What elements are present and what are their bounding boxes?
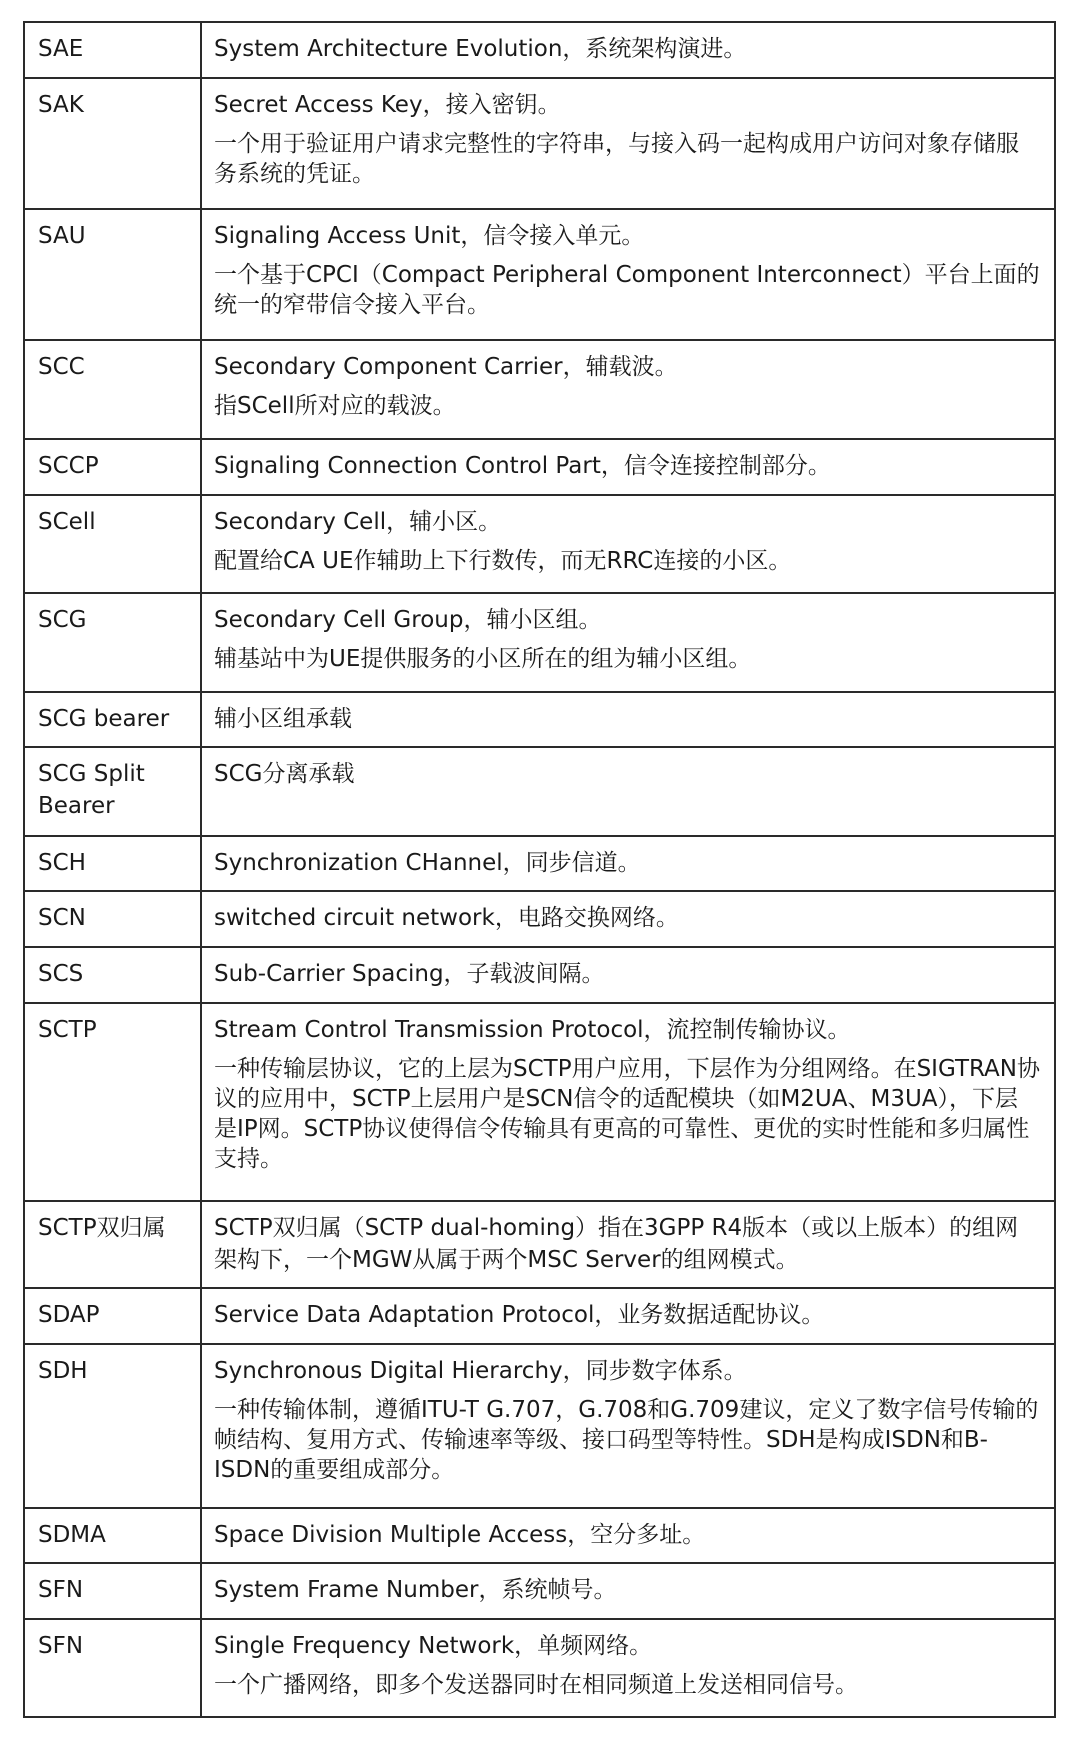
glossary-row bbox=[24, 593, 1055, 692]
definition-cell bbox=[201, 1563, 1055, 1619]
term-cell bbox=[24, 1003, 201, 1201]
definition-title: Synchronous Digital Hierarchy，同步数字体系。 bbox=[214, 1358, 747, 1384]
glossary-row bbox=[24, 747, 1055, 836]
definition-title: switched circuit network，电路交换网络。 bbox=[214, 905, 679, 931]
definition-cell bbox=[201, 1344, 1055, 1508]
term-text: SDAP bbox=[38, 1302, 100, 1328]
definition-title: Sub-Carrier Spacing，子载波间隔。 bbox=[214, 961, 605, 987]
term-text: SCN bbox=[38, 905, 86, 931]
definition-title: System Frame Number，系统帧号。 bbox=[214, 1577, 617, 1603]
term-text: SCS bbox=[38, 961, 84, 987]
term-text: SCG Split Bearer bbox=[38, 761, 145, 819]
definition-cell bbox=[201, 692, 1055, 747]
definition-description: 辅基站中为UE提供服务的小区所在的组为辅小区组。 bbox=[214, 646, 752, 672]
glossary-row bbox=[24, 22, 1055, 78]
term-cell bbox=[24, 593, 201, 692]
term-cell bbox=[24, 836, 201, 891]
definition-cell bbox=[201, 1003, 1055, 1201]
definition-cell bbox=[201, 495, 1055, 593]
definition-description: 一种传输体制，遵循ITU-T G.707，G.708和G.709建议，定义了数字信号传输的帧结构、复用方式、传输速率等级、接口码型等特性。SDH是构成ISDN和B-ISDN的重要组成部分。 bbox=[214, 1397, 1039, 1483]
term-cell bbox=[24, 78, 201, 209]
term-cell bbox=[24, 209, 201, 340]
definition-title: Secondary Cell Group，辅小区组。 bbox=[214, 607, 602, 633]
term-text: SCTP bbox=[38, 1017, 97, 1043]
definition-cell bbox=[201, 747, 1055, 836]
term-text: SCCP bbox=[38, 453, 99, 479]
term-cell bbox=[24, 495, 201, 593]
glossary-row bbox=[24, 891, 1055, 947]
term-text: SAE bbox=[38, 36, 84, 62]
term-cell bbox=[24, 1344, 201, 1508]
glossary-row bbox=[24, 1288, 1055, 1344]
definition-title: Service Data Adaptation Protocol，业务数据适配协议。 bbox=[214, 1302, 825, 1328]
term-text: SCC bbox=[38, 354, 85, 380]
definition-cell bbox=[201, 439, 1055, 495]
glossary-row bbox=[24, 947, 1055, 1003]
definition-cell bbox=[201, 1619, 1055, 1717]
term-text: SCG bbox=[38, 607, 87, 633]
definition-cell bbox=[201, 1508, 1055, 1563]
term-text: SFN bbox=[38, 1633, 84, 1659]
glossary-row bbox=[24, 836, 1055, 891]
definition-title: System Architecture Evolution，系统架构演进。 bbox=[214, 36, 747, 62]
definition-title: Synchronization CHannel，同步信道。 bbox=[214, 850, 641, 876]
term-cell bbox=[24, 1508, 201, 1563]
definition-description: 指SCell所对应的载波。 bbox=[214, 393, 456, 419]
glossary-row bbox=[24, 209, 1055, 340]
term-cell bbox=[24, 1619, 201, 1717]
definition-cell bbox=[201, 1201, 1055, 1288]
definition-title: SCTP双归属（SCTP dual-homing）指在3GPP R4版本（或以上版本）的组网架构下，一个MGW从属于两个MSC Server的组网模式。 bbox=[214, 1215, 1019, 1273]
term-cell bbox=[24, 439, 201, 495]
definition-cell bbox=[201, 891, 1055, 947]
glossary-row bbox=[24, 692, 1055, 747]
term-cell bbox=[24, 1288, 201, 1344]
glossary-row bbox=[24, 1619, 1055, 1717]
definition-cell bbox=[201, 78, 1055, 209]
term-cell bbox=[24, 22, 201, 78]
term-cell bbox=[24, 340, 201, 439]
definition-description: 一个基于CPCI（Compact Peripheral Component Interconnect）平台上面的统一的窄带信令接入平台。 bbox=[214, 262, 1040, 318]
term-cell bbox=[24, 747, 201, 836]
glossary-row bbox=[24, 1508, 1055, 1563]
definition-cell bbox=[201, 340, 1055, 439]
glossary-row bbox=[24, 1003, 1055, 1201]
definition-description: 一种传输层协议，它的上层为SCTP用户应用，下层作为分组网络。在SIGTRAN协议的应用中，SCTP上层用户是SCN信令的适配模块（如M2UA、M3UA），下层是IP网。SCTP协议使得信令传输具有更高的可靠性、更优的实时性能和多归属性支持。 bbox=[214, 1056, 1041, 1172]
term-text: SCell bbox=[38, 509, 96, 535]
glossary-row bbox=[24, 495, 1055, 593]
definition-cell bbox=[201, 593, 1055, 692]
definition-cell bbox=[201, 1288, 1055, 1344]
glossary-row bbox=[24, 439, 1055, 495]
glossary-table bbox=[23, 21, 1056, 1718]
term-cell bbox=[24, 692, 201, 747]
term-text: SDH bbox=[38, 1358, 88, 1384]
term-cell bbox=[24, 1563, 201, 1619]
definition-title: Secondary Component Carrier，辅载波。 bbox=[214, 354, 678, 380]
definition-cell bbox=[201, 836, 1055, 891]
definition-cell bbox=[201, 947, 1055, 1003]
glossary-row bbox=[24, 1563, 1055, 1619]
definition-title: Space Division Multiple Access，空分多址。 bbox=[214, 1522, 706, 1548]
term-text: SCH bbox=[38, 850, 86, 876]
term-cell bbox=[24, 1201, 201, 1288]
term-text: SDMA bbox=[38, 1522, 106, 1548]
term-text: SAU bbox=[38, 223, 86, 249]
definition-description: 一个广播网络，即多个发送器同时在相同频道上发送相同信号。 bbox=[214, 1672, 858, 1698]
term-cell bbox=[24, 947, 201, 1003]
definition-cell bbox=[201, 209, 1055, 340]
term-text: SAK bbox=[38, 92, 84, 118]
term-text: SCTP双归属 bbox=[38, 1215, 166, 1241]
glossary-row bbox=[24, 1201, 1055, 1288]
definition-title: Signaling Connection Control Part，信令连接控制部分。 bbox=[214, 453, 831, 479]
definition-title: 辅小区组承载 bbox=[214, 706, 352, 732]
definition-description: 配置给CA UE作辅助上下行数传，而无RRC连接的小区。 bbox=[214, 548, 792, 574]
definition-title: SCG分离承载 bbox=[214, 761, 355, 787]
definition-cell bbox=[201, 22, 1055, 78]
glossary-row bbox=[24, 1344, 1055, 1508]
definition-title: Secret Access Key，接入密钥。 bbox=[214, 92, 561, 118]
definition-description: 一个用于验证用户请求完整性的字符串，与接入码一起构成用户访问对象存储服务系统的凭证。 bbox=[214, 131, 1019, 187]
term-cell bbox=[24, 891, 201, 947]
glossary-body bbox=[24, 22, 1055, 1717]
definition-title: Stream Control Transmission Protocol，流控制传输协议。 bbox=[214, 1017, 851, 1043]
glossary-row bbox=[24, 340, 1055, 439]
definition-title: Secondary Cell，辅小区。 bbox=[214, 509, 502, 535]
definition-title: Signaling Access Unit，信令接入单元。 bbox=[214, 223, 645, 249]
definition-title: Single Frequency Network，单频网络。 bbox=[214, 1633, 653, 1659]
term-text: SCG bearer bbox=[38, 706, 170, 732]
glossary-row bbox=[24, 78, 1055, 209]
term-text: SFN bbox=[38, 1577, 84, 1603]
